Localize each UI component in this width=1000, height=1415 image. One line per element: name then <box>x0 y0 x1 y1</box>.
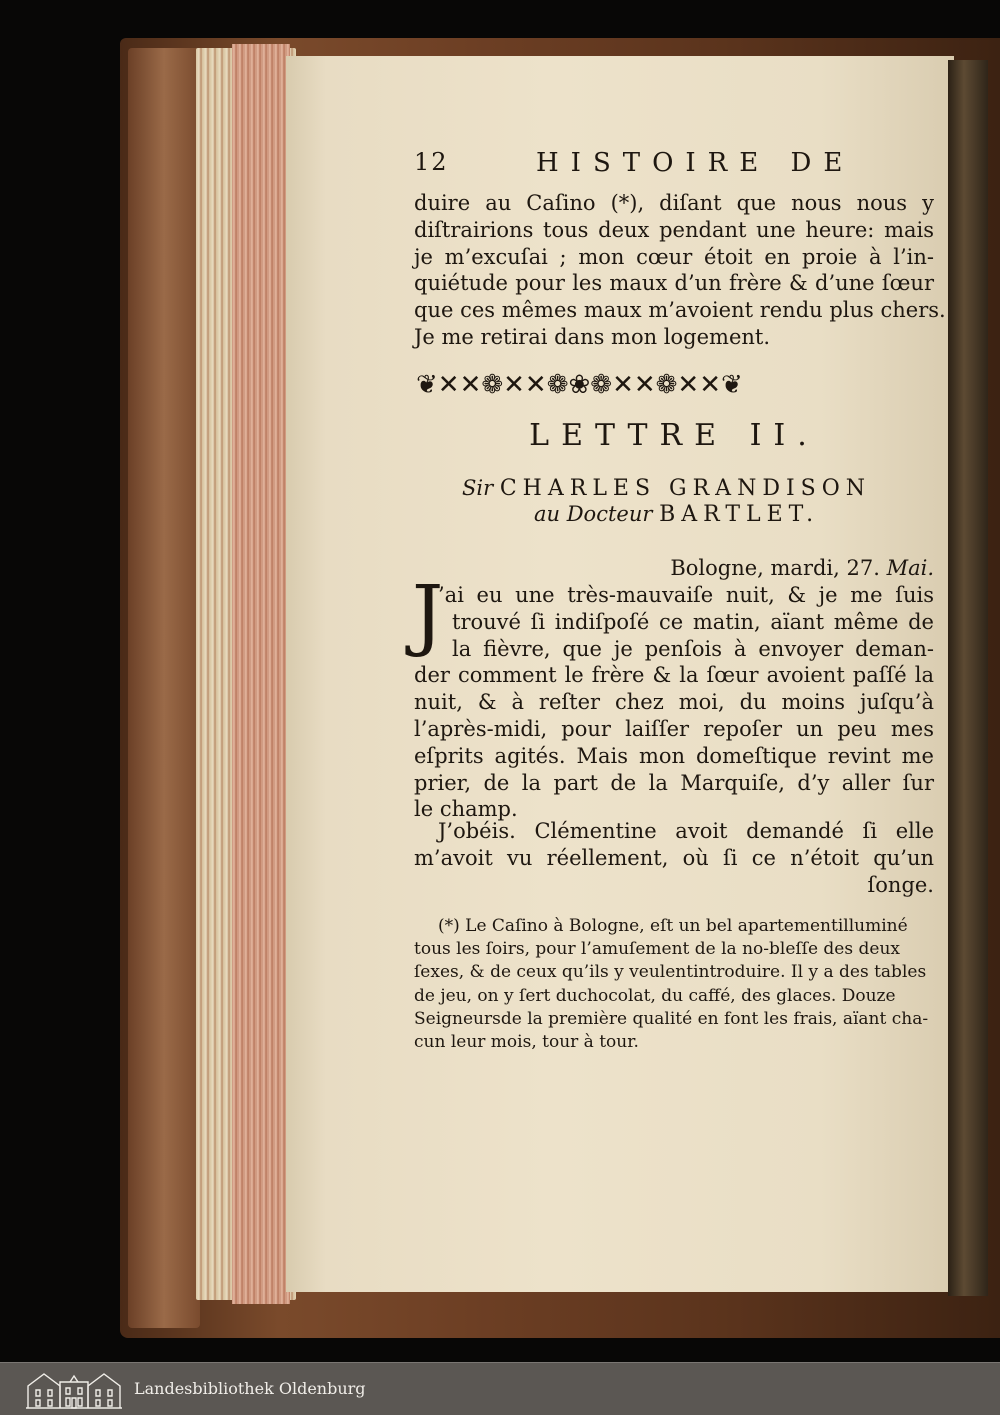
sender-name: CHARLES GRANDISON <box>499 476 872 501</box>
running-title: HISTOIRE DE <box>536 148 855 178</box>
text-line: l’après-midi, pour laiſſer repoſer un peu mes <box>414 716 934 741</box>
text-line: ſonge. <box>867 872 934 897</box>
text-line: que ces mêmes maux m’avoient rendu plus chers. <box>414 298 946 323</box>
text-line: quiétude pour les maux d’un frère & d’une ſœur <box>414 271 934 296</box>
cover-spine-edge <box>128 48 200 1328</box>
recipient-name: BARTLET. <box>659 502 820 527</box>
text-line: duire au Caſino (*), diſant que nous nous y <box>414 191 934 215</box>
text-line: der comment le frère & la ſœur avoient paſſé la <box>414 663 934 688</box>
text-line: J’obéis. Clémentine avoit demandé ſi elle <box>438 819 934 843</box>
text-line: trouvé ſi indiſpoſé ce matin, aïant même de <box>452 609 934 634</box>
letter-recipient <box>534 502 934 527</box>
text-line: le champ. <box>414 797 518 822</box>
library-name: Landesbibliothek Oldenburg <box>134 1379 366 1398</box>
text-line: m’avoit vu réellement, où ſi ce n’étoit qu’un <box>414 845 934 870</box>
text-line: (*) Le Caſino à Bologne, eſt un bel apartement <box>438 916 838 936</box>
paragraph-letter-body <box>414 582 934 823</box>
page-gutter <box>948 60 988 1296</box>
recipient-title: au Docteur <box>534 502 653 526</box>
footer-bar <box>0 1362 1000 1415</box>
text-line: la fièvre, que je penſois à envoyer deman- <box>452 636 934 661</box>
place-date <box>414 556 934 580</box>
place-date-text: Bologne, mardi, 27. <box>670 556 880 580</box>
drop-cap: J <box>412 570 444 660</box>
text-line: Je me retirai dans mon logement. <box>414 324 771 349</box>
text-line: cun leur mois, tour à tour. <box>414 1032 639 1053</box>
text-line: prier, de la part de la Marquiſe, d’y aller ſur <box>414 770 934 795</box>
text-line: ’ai eu une très-mauvaiſe nuit, & je me ſuis <box>438 583 934 607</box>
ornamental-divider: ❦✕✕❁✕✕❁❀❁✕✕❁✕✕❦ <box>416 370 743 400</box>
text-line: de la première qualité en font les frais, aïant cha- <box>500 1008 929 1029</box>
page-number: 12 <box>414 148 449 176</box>
running-header <box>414 148 934 188</box>
letter-heading: LETTRE II. <box>529 418 819 453</box>
library-building-icon <box>24 1368 124 1410</box>
letter-sender <box>462 476 942 501</box>
sender-title: Sir <box>462 476 494 500</box>
text-line: introduire. Il y a des tables de jeu, on y ſert du <box>414 962 927 1006</box>
text-line: diſtrairions tous deux pendant une heure: mais <box>414 217 934 242</box>
text-line: eſprits agités. Mais mon domeſtique revint me <box>414 743 934 768</box>
paragraph-obeis <box>414 818 934 898</box>
text-line: illuminé tous les ſoirs, pour l’amuſement de la no- <box>414 916 908 960</box>
place-date-month: Mai. <box>886 556 934 580</box>
text-line: nuit, & à reſter chez moi, du moins juſqu’à <box>414 690 934 715</box>
text-line: bleſſe des deux ſexes, & de ceux qu’ils y veulent <box>414 939 900 983</box>
red-page-edges <box>232 44 290 1304</box>
paragraph-continuation <box>414 190 946 351</box>
footnote <box>414 915 934 1054</box>
text-line: chocolat, du caffé, des glaces. Douze Seigneurs <box>414 985 896 1029</box>
text-line: je m’excuſai ; mon cœur étoit en proie à l’in- <box>414 244 934 269</box>
